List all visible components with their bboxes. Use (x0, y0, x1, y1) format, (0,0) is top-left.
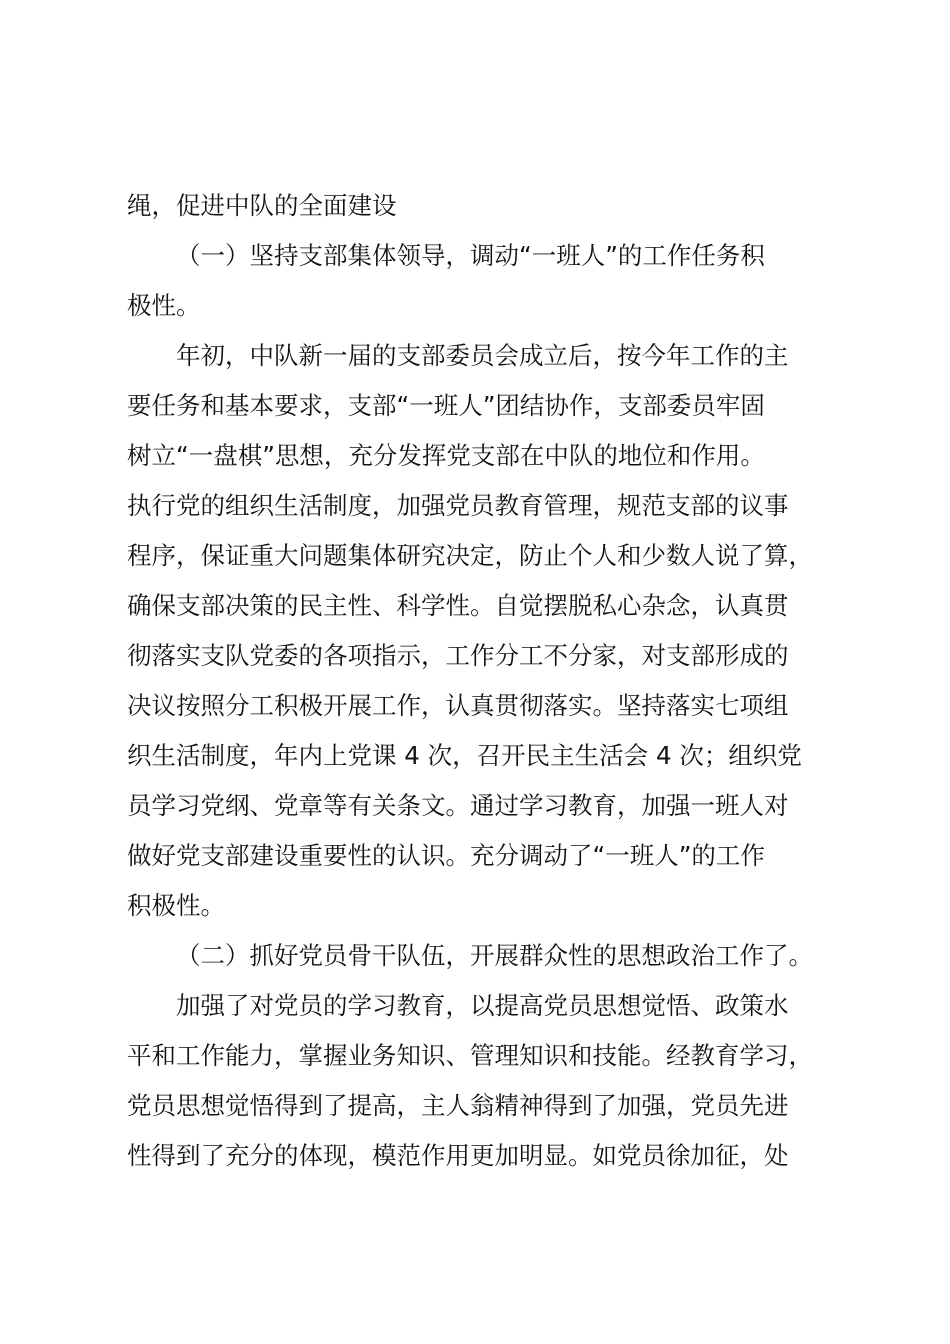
text-line-10: 彻落实支队党委的各项指示，工作分工不分家，对支部形成的 (127, 641, 789, 670)
text-line-3: 极性。 (127, 291, 201, 320)
text-line-14: 做好党支部建设重要性的认识。充分调动了“一班人”的工作 (127, 841, 765, 870)
section-heading-2: （二）抓好党员骨干队伍，开展群众性的思想政治工作了。 (176, 941, 813, 970)
text-line-15: 积极性。 (127, 891, 225, 920)
text-line-13: 员学习党纲、党章等有关条文。通过学习教育，加强一班人对 (127, 791, 789, 820)
text-line-9: 确保支部决策的民主性、科学性。自觉摆脱私心杂念，认真贯 (127, 591, 789, 620)
section-heading-1: （一）坚持支部集体领导，调动“一班人”的工作任务积 (176, 241, 765, 270)
text-line-6: 树立“一盘棋”思想，充分发挥党支部在中队的地位和作用。 (127, 441, 765, 470)
text-line-19: 党员思想觉悟得到了提高，主人翁精神得到了加强，党员先进 (127, 1091, 789, 1120)
text-line-11: 决议按照分工积极开展工作，认真贯彻落实。坚持落实七项组 (127, 691, 789, 720)
text-line-18: 平和工作能力，掌握业务知识、管理知识和技能。经教育学习， (127, 1041, 813, 1070)
text-line-5: 要任务和基本要求，支部“一班人”团结协作，支部委员牢固 (127, 391, 765, 420)
text-line-7: 执行党的组织生活制度，加强党员教育管理，规范支部的议事 (127, 491, 789, 520)
text-line-12: 织生活制度，年内上党课 4 次，召开民主生活会 4 次；组织党 (127, 741, 802, 770)
text-line-20: 性得到了充分的体现，模范作用更加明显。如党员徐加征，处 (127, 1141, 789, 1170)
text-line-8: 程序，保证重大问题集体研究决定，防止个人和少数人说了算， (127, 541, 813, 570)
paragraph-start-1: 年初，中队新一届的支部委员会成立后，按今年工作的主 (176, 341, 789, 370)
text-line-1: 绳，促进中队的全面建设 (127, 191, 397, 220)
paragraph-start-2: 加强了对党员的学习教育，以提高党员思想觉悟、政策水 (176, 991, 789, 1020)
